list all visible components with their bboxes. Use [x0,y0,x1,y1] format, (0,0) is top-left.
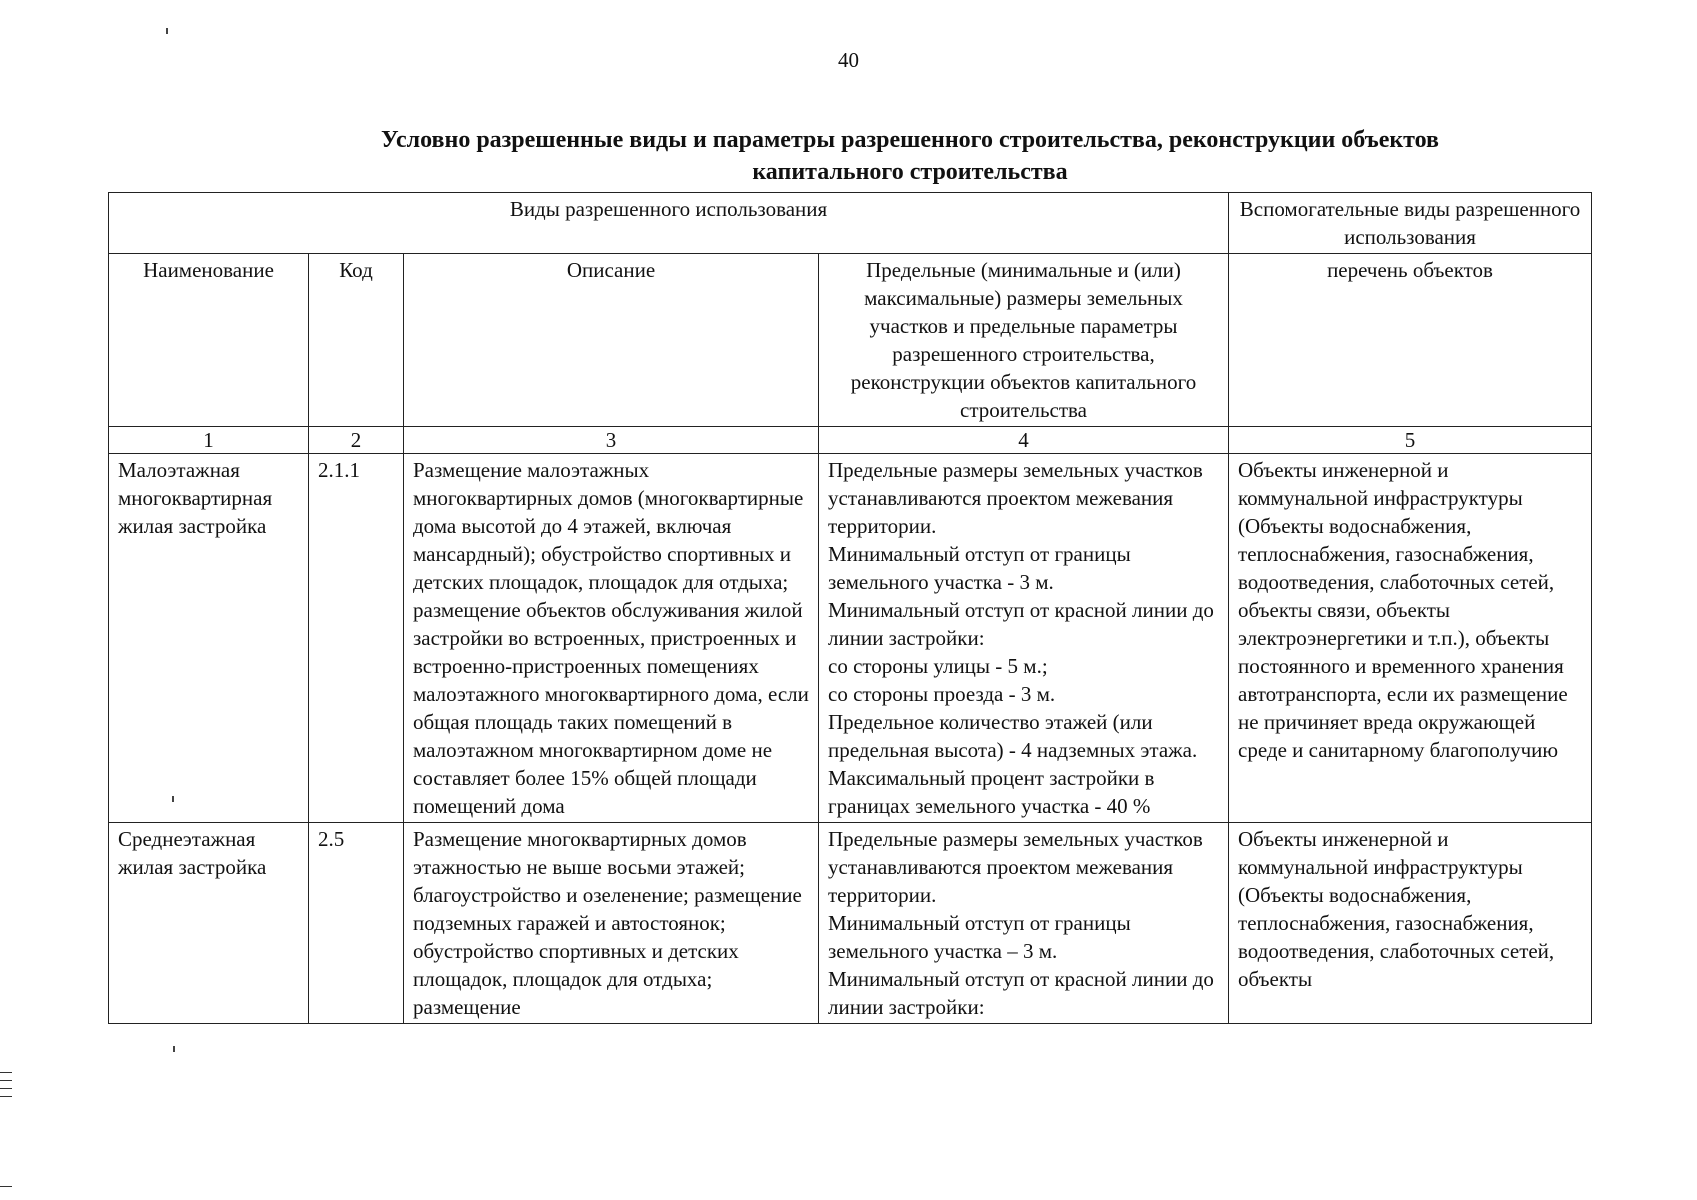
col-number: 2 [309,427,404,454]
row-description: Размещение многоквартирных домов этажностью не выше восьми этажей; благоустройство и озеленение; размещение подземных гаражей и автостоянок; обустройство спортивных и детских площадок, площадок для отдыха; размещение [404,823,819,1024]
binding-mark [0,1080,12,1081]
col-header-description: Описание [404,254,819,427]
page-number: 40 [838,48,859,72]
binding-mark [0,1072,12,1073]
group-header-aux: Вспомогательные виды разрешенного использования [1229,193,1592,254]
col-header-limits: Предельные (минимальные и (или) максимальные) размеры земельных участков и предельные параметры разрешенного строительства, реконструкции объектов капитального строительства [819,254,1229,427]
limits-line: Минимальный отступ от красной линии до линии застройки: [828,598,1214,650]
binding-mark [0,1088,12,1089]
col-header-name: Наименование [109,254,309,427]
regulations-table [108,192,1592,1024]
col-number: 1 [109,427,309,454]
scan-mark [172,796,174,802]
column-number-row [109,427,1592,454]
row-aux-list: Объекты инженерной и коммунальной инфраструктуры (Объекты водоснабжения, теплоснабжения, газоснабжения, водоотведения, слаботочных сетей, объекты [1229,823,1592,1024]
limits-line: со стороны улицы - 5 м.; [828,654,1048,678]
col-header-aux-list: перечень объектов [1229,254,1592,427]
limits-line: Максимальный процент застройки в границах земельного участка - 40 % [828,766,1155,818]
scan-mark [166,28,168,34]
table-row [109,823,1592,1024]
title-line-1: Условно разрешенные виды и параметры разрешенного строительства, реконструкции объектов [380,127,1440,153]
row-description: Размещение малоэтажных многоквартирных домов (многоквартирные дома высотой до 4 этажей, включая мансардный); обустройство спортивных и детских площадок, площадок для отдыха; размещение объектов обслуживания жилой застройки во встроенных, пристроенных и встроенно-пристроенных помещениях малоэтажного многоквартирного дома, если общая площадь таких помещений в малоэтажном многоквартирном доме не составляет более 15% общей площади помещений дома [404,454,819,823]
limits-line: Предельное количество этажей (или предельная высота) - 4 надземных этажа. [828,710,1198,762]
row-limits [819,823,1229,1024]
limits-line: Минимальный отступ от красной линии до линии застройки: [828,967,1214,1019]
row-code: 2.5 [309,823,404,1024]
col-number: 3 [404,427,819,454]
col-number: 5 [1229,427,1592,454]
limits-line: со стороны проезда - 3 м. [828,682,1056,706]
limits-line: Предельные размеры земельных участков устанавливаются проектом межевания территории. [828,827,1203,907]
row-name: Малоэтажная многоквартирная жилая застройка [109,454,309,823]
limits-line: Минимальный отступ от границы земельного участка - 3 м. [828,542,1131,594]
group-header-main: Виды разрешенного использования [109,193,1229,254]
scan-mark [173,1046,175,1052]
binding-mark [0,1096,12,1097]
column-header-row [109,254,1592,427]
group-header-row [109,193,1592,254]
row-aux-list: Объекты инженерной и коммунальной инфраструктуры (Объекты водоснабжения, теплоснабжения, газоснабжения, водоотведения, слаботочных сетей, объекты связи, объекты электроэнергетики и т.п.), объекты постоянного и временного хранения автотранспорта, если их размещение не причиняет вреда окружающей среде и санитарному благополучию [1229,454,1592,823]
limits-line: Предельные размеры земельных участков устанавливаются проектом межевания территории. [828,458,1203,538]
col-header-code: Код [309,254,404,427]
row-code: 2.1.1 [309,454,404,823]
table-row [109,454,1592,823]
title-line-2: капитального строительства [752,159,1068,185]
row-name: Среднеэтажная жилая застройка [109,823,309,1024]
col-number: 4 [819,427,1229,454]
row-limits [819,454,1229,823]
binding-mark [0,1186,12,1187]
document-title [210,124,1610,188]
limits-line: Минимальный отступ от границы земельного участка – 3 м. [828,911,1131,963]
